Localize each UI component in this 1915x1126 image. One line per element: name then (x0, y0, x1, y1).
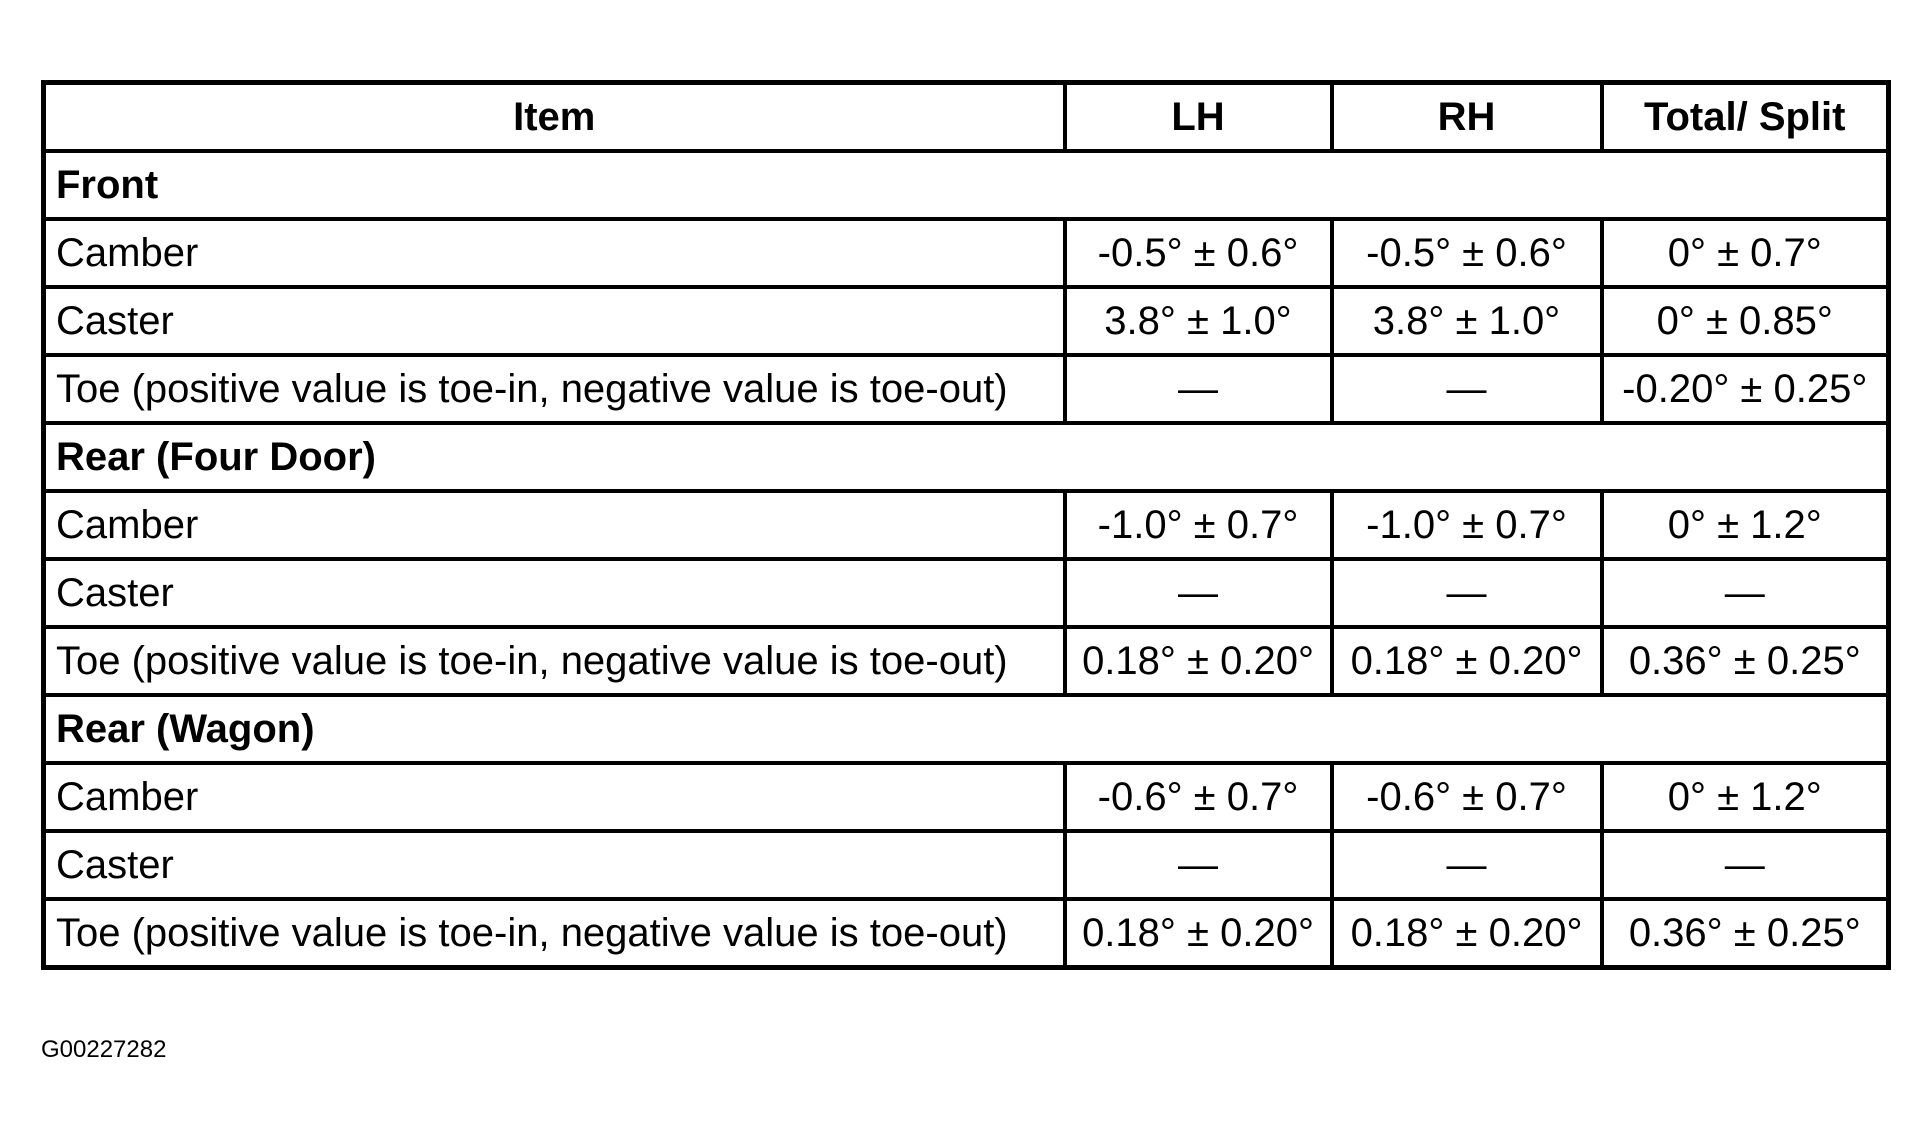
rh-cell: -1.0° ± 0.7° (1332, 491, 1602, 559)
item-cell: Camber (44, 491, 1065, 559)
section-row (44, 423, 1889, 491)
total-split-cell: 0.36° ± 0.25° (1602, 627, 1889, 695)
total-split-cell: 0.36° ± 0.25° (1602, 899, 1889, 968)
item-cell: Camber (44, 763, 1065, 831)
table-row (44, 559, 1889, 627)
rh-cell: -0.5° ± 0.6° (1332, 219, 1602, 287)
alignment-spec-table (41, 80, 1891, 970)
rh-cell: 3.8° ± 1.0° (1332, 287, 1602, 355)
rh-cell: -0.6° ± 0.7° (1332, 763, 1602, 831)
rh-cell: 0.18° ± 0.20° (1332, 627, 1602, 695)
table-row (44, 899, 1889, 968)
section-title: Rear (Four Door) (44, 423, 1889, 491)
table-row (44, 763, 1889, 831)
table-row (44, 219, 1889, 287)
lh-cell: 3.8° ± 1.0° (1065, 287, 1332, 355)
header-row (44, 83, 1889, 152)
total-split-cell: 0° ± 0.7° (1602, 219, 1889, 287)
lh-cell: -1.0° ± 0.7° (1065, 491, 1332, 559)
rh-cell: — (1332, 559, 1602, 627)
table-row (44, 355, 1889, 423)
header-item: Item (44, 83, 1065, 152)
rh-cell: — (1332, 831, 1602, 899)
item-cell: Caster (44, 559, 1065, 627)
total-split-cell: — (1602, 559, 1889, 627)
total-split-cell: 0° ± 1.2° (1602, 763, 1889, 831)
item-cell: Camber (44, 219, 1065, 287)
lh-cell: -0.5° ± 0.6° (1065, 219, 1332, 287)
table-body (44, 151, 1889, 968)
total-split-cell: 0° ± 0.85° (1602, 287, 1889, 355)
lh-cell: 0.18° ± 0.20° (1065, 627, 1332, 695)
table-row (44, 627, 1889, 695)
table-row (44, 831, 1889, 899)
section-row (44, 151, 1889, 219)
lh-cell: — (1065, 355, 1332, 423)
table-row (44, 491, 1889, 559)
header-total-split: Total/ Split (1602, 83, 1889, 152)
table-header (44, 83, 1889, 152)
header-rh: RH (1332, 83, 1602, 152)
section-title: Rear (Wagon) (44, 695, 1889, 763)
lh-cell: 0.18° ± 0.20° (1065, 899, 1332, 968)
table-row (44, 287, 1889, 355)
total-split-cell: 0° ± 1.2° (1602, 491, 1889, 559)
item-cell: Toe (positive value is toe-in, negative value is toe-out) (44, 899, 1065, 968)
item-cell: Caster (44, 287, 1065, 355)
rh-cell: — (1332, 355, 1602, 423)
item-cell: Caster (44, 831, 1065, 899)
header-lh: LH (1065, 83, 1332, 152)
item-cell: Toe (positive value is toe-in, negative value is toe-out) (44, 355, 1065, 423)
section-title: Front (44, 151, 1889, 219)
total-split-cell: — (1602, 831, 1889, 899)
item-cell: Toe (positive value is toe-in, negative value is toe-out) (44, 627, 1065, 695)
total-split-cell: -0.20° ± 0.25° (1602, 355, 1889, 423)
lh-cell: — (1065, 831, 1332, 899)
lh-cell: -0.6° ± 0.7° (1065, 763, 1332, 831)
section-row (44, 695, 1889, 763)
rh-cell: 0.18° ± 0.20° (1332, 899, 1602, 968)
figure-id: G00227282 (41, 1036, 167, 1063)
lh-cell: — (1065, 559, 1332, 627)
